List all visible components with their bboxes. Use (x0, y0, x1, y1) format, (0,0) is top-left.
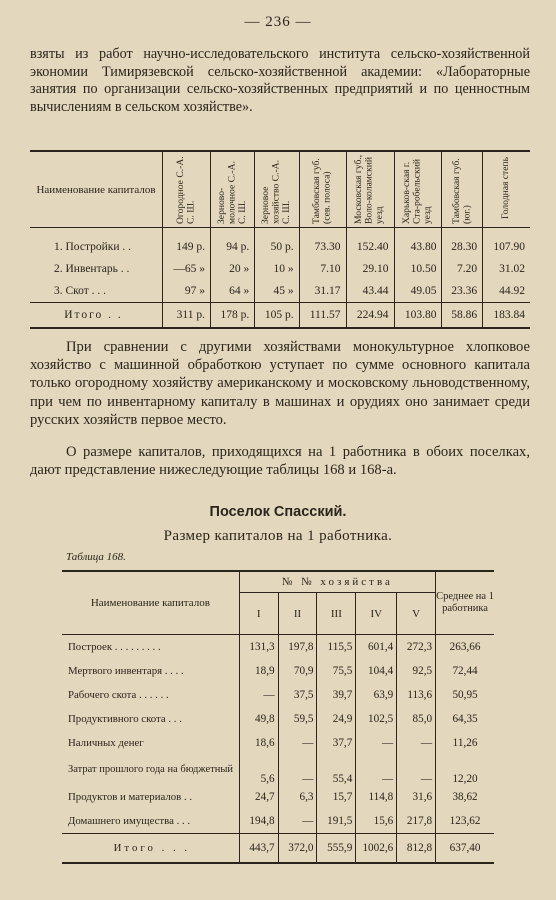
cell: — (278, 809, 317, 834)
table1-col-header: Московская губ., Воло-коламский уезд (346, 151, 394, 228)
cell: — (397, 755, 436, 785)
table-row (62, 659, 494, 683)
cell: 92,5 (397, 659, 436, 683)
table1-name-header: Наименование капиталов (30, 151, 163, 228)
row-label: 2. Инвентарь . . (54, 263, 130, 275)
cell: 10.50 (394, 258, 442, 280)
cell: 1002,6 (356, 834, 397, 864)
cell: 49,8 (239, 707, 278, 731)
table1-col-header: Огородное С.-А. С. Ш. (163, 151, 211, 228)
row-label: Мертвого инвентаря . . . . (68, 665, 184, 677)
cell: 555,9 (317, 834, 356, 864)
row-label: Затрат прошлого года на бюджетный (68, 764, 234, 776)
cell: — (278, 755, 317, 785)
average-cell: 50,95 (436, 683, 494, 707)
row-label: Домашнего имущества . . . (68, 815, 191, 827)
row-label: Итого . . (30, 303, 163, 329)
table-row (30, 228, 530, 259)
row-label: Построек . . . . . . . . . (68, 641, 161, 653)
cell: 103.80 (394, 303, 442, 329)
cell: 178 р. (210, 303, 254, 329)
table1-col-header: Тамбовская губ. (сев. полоса) (299, 151, 346, 228)
cell: 7.10 (299, 258, 346, 280)
household-number: II (278, 593, 317, 635)
table1-col-header: Зерновое хозяйство С.-А. С. Ш. (255, 151, 299, 228)
cell: 183.84 (483, 303, 530, 329)
average-cell: 123,62 (436, 809, 494, 834)
cell: 131,3 (239, 635, 278, 660)
cell: 224.94 (346, 303, 394, 329)
cell: 197,8 (278, 635, 317, 660)
tables-intro-paragraph: О размере капиталов, приходящихся на 1 работника в обоих поселках, дают представление нижеследующие таблицы 168 и 168-а. (30, 444, 530, 479)
table-header-row (62, 571, 494, 593)
cell: 37,5 (278, 683, 317, 707)
table1-col-header: Голодная степь (483, 151, 530, 228)
cell: — (239, 683, 278, 707)
cell: 18,9 (239, 659, 278, 683)
cell: 311 р. (163, 303, 211, 329)
cell: 15,6 (356, 809, 397, 834)
cell: 114,8 (356, 785, 397, 809)
table-row (62, 785, 494, 809)
cell: — (356, 755, 397, 785)
average-header: Среднее на 1 работника (436, 571, 494, 635)
cell: 58.86 (442, 303, 483, 329)
table-row (62, 755, 494, 785)
cell: 113,6 (397, 683, 436, 707)
cell: 107.90 (483, 228, 530, 259)
cell: 15,7 (317, 785, 356, 809)
household-number: I (239, 593, 278, 635)
cell: 7.20 (442, 258, 483, 280)
cell: 601,4 (356, 635, 397, 660)
row-label: 1. Постройки . . (54, 241, 132, 253)
cell: 31.02 (483, 258, 530, 280)
average-cell: 263,66 (436, 635, 494, 660)
cell: 152.40 (346, 228, 394, 259)
capital-comparison-table (30, 150, 530, 329)
table-row (62, 635, 494, 660)
cell: —65 » (163, 258, 211, 280)
cell: 64 » (210, 280, 254, 303)
cell: 55,4 (317, 755, 356, 785)
cell: 194,8 (239, 809, 278, 834)
cell: 85,0 (397, 707, 436, 731)
table-row (62, 707, 494, 731)
page-number: — 236 — (244, 14, 312, 30)
table-row (62, 683, 494, 707)
cell: 812,8 (397, 834, 436, 864)
table-row (30, 280, 530, 303)
table-row (30, 258, 530, 280)
intro-paragraph: взяты из работ научно-исследовательского института сельско-хозяйственной экономии Тимирязевской сельско-хозяйственной академии: «Лабораторные занятия по организации сельско-хозяйственных предприятий и по ценностным вычислениям в сельском хозяйстве». (30, 46, 530, 115)
table1-col-header: Зерново-молочное С.-А. С. Ш. (210, 151, 254, 228)
cell: 94 р. (210, 228, 254, 259)
cell: 28.30 (442, 228, 483, 259)
average-cell: 64,35 (436, 707, 494, 731)
cell: 5,6 (239, 755, 278, 785)
cell: 102,5 (356, 707, 397, 731)
table2-name-header: Наименование капиталов (62, 571, 239, 635)
cell: 24,7 (239, 785, 278, 809)
table-total-row (62, 834, 494, 864)
average-cell: 11,26 (436, 731, 494, 755)
cell: 50 р. (255, 228, 299, 259)
row-label: Продуктивного скота . . . (68, 713, 182, 725)
table-label: Таблица 168. (66, 551, 126, 563)
cell: 29.10 (346, 258, 394, 280)
cell: 272,3 (397, 635, 436, 660)
cell: 31.17 (299, 280, 346, 303)
cell: 105 р. (255, 303, 299, 329)
table1-col-header: Харьков-ская г. Ста-робельский уезд (394, 151, 442, 228)
row-label: Итого . . . (62, 834, 239, 864)
row-label: Наличных денег (68, 737, 144, 749)
households-header: № № хозяйства (239, 571, 435, 593)
cell: 191,5 (317, 809, 356, 834)
average-cell: 38,62 (436, 785, 494, 809)
average-cell: 12,20 (436, 755, 494, 785)
cell: 18,6 (239, 731, 278, 755)
cell: 443,7 (239, 834, 278, 864)
section-heading: Поселок Спасский. (209, 504, 347, 520)
cell: 111.57 (299, 303, 346, 329)
cell: 44.92 (483, 280, 530, 303)
household-number: III (317, 593, 356, 635)
cell: — (278, 731, 317, 755)
average-cell: 637,40 (436, 834, 494, 864)
cell: 6,3 (278, 785, 317, 809)
cell: — (356, 731, 397, 755)
cell: 45 » (255, 280, 299, 303)
row-label: Рабочего скота . . . . . . (68, 689, 169, 701)
cell: 97 » (163, 280, 211, 303)
cell: 372,0 (278, 834, 317, 864)
cell: 115,5 (317, 635, 356, 660)
table-row (62, 809, 494, 834)
cell: 37,7 (317, 731, 356, 755)
cell: 59,5 (278, 707, 317, 731)
cell: 104,4 (356, 659, 397, 683)
cell: 63,9 (356, 683, 397, 707)
table-total-row (30, 303, 530, 329)
row-label: Продуктов и материалов . . (68, 791, 193, 803)
table-title: Размер капиталов на 1 работника. (163, 528, 393, 544)
table-row (62, 731, 494, 755)
household-number: V (397, 593, 436, 635)
capital-per-worker-table (62, 570, 494, 864)
cell: 24,9 (317, 707, 356, 731)
cell: 217,8 (397, 809, 436, 834)
cell: 39,7 (317, 683, 356, 707)
cell: 23.36 (442, 280, 483, 303)
cell: 20 » (210, 258, 254, 280)
cell: 73.30 (299, 228, 346, 259)
cell: 43.44 (346, 280, 394, 303)
cell: 70,9 (278, 659, 317, 683)
cell: — (397, 731, 436, 755)
table1-col-header: Тамбовская губ. (юг.) (442, 151, 483, 228)
table-header-row (30, 151, 530, 228)
cell: 49.05 (394, 280, 442, 303)
comparison-paragraph: При сравнении с другими хозяйствами монокультурное хлопковое хозяйство с машинной обработкою уступает по сумме основного капитала только огородному хозяйству американскому и московскому льноводственному, при чем по инвентарному капиталу в машинах и орудиях оно занимает среди русских хозяйств первое место. (30, 339, 530, 428)
cell: 31,6 (397, 785, 436, 809)
cell: 10 » (255, 258, 299, 280)
cell: 149 р. (163, 228, 211, 259)
household-number: IV (356, 593, 397, 635)
average-cell: 72,44 (436, 659, 494, 683)
row-label: 3. Скот . . . (54, 285, 107, 297)
cell: 43.80 (394, 228, 442, 259)
cell: 75,5 (317, 659, 356, 683)
